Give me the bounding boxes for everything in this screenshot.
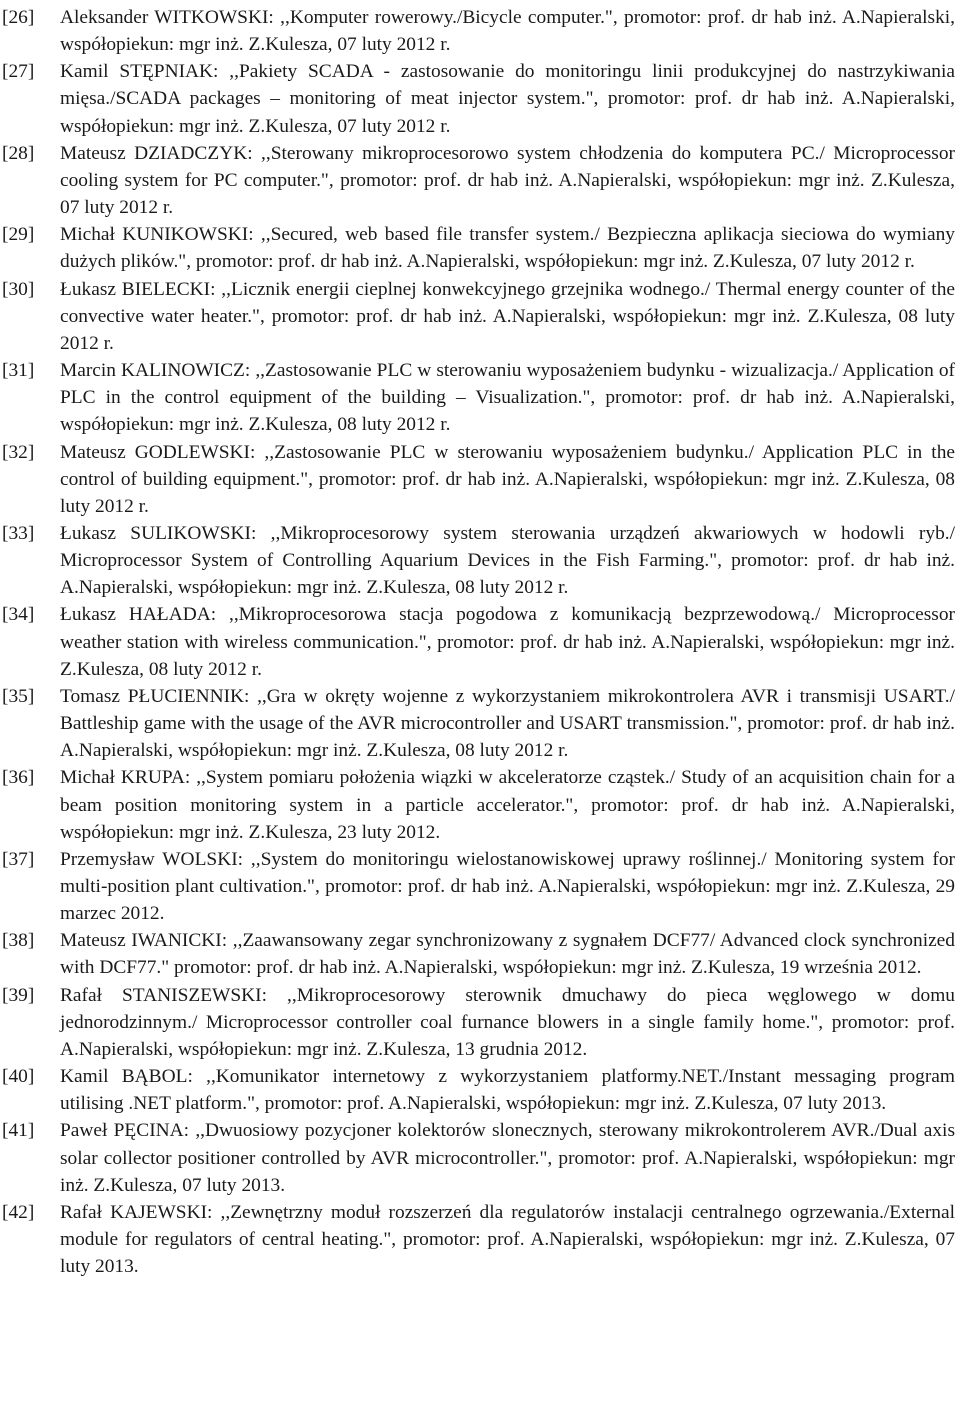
reference-text: Rafał STANISZEWSKI: ,,Mikroprocesorowy sterownik dmuchawy do pieca węglowego w domu jednorodzinnym./ Microprocessor controller coal furnance blowers in a single family home.", promotor: prof. A.Napieralski, współopiekun: mgr inż. Z.Kulesza, 13 grudnia 2012. [60,984,955,1060]
reference-number: [27] [2,61,35,83]
reference-number: [39] [2,984,35,1006]
reference-text: Łukasz HAŁADA: ,,Mikroprocesorowa stacja pogodowa z komunikacją bezprzewodową./ Microprocessor weather station with wireless communication.", promotor: prof. dr hab inż. A.Napieralski, współopiekun: mgr inż. Z.Kulesza, 08 luty 2012 r. [60,604,955,680]
reference-number: [40] [2,1066,35,1088]
reference-entry-36 [2,764,955,845]
reference-entry-30 [2,276,955,357]
reference-text: Łukasz BIELECKI: ,,Licznik energii cieplnej konwekcyjnego grzejnika wodnego./ Thermal energy counter of the convective water heater.", promotor: prof. dr hab inż. A.Napieralski, współopiekun: mgr inż. Z.Kulesza, 08 luty 2012 r. [60,278,955,354]
reference-number: [26] [2,7,35,28]
reference-number: [33] [2,522,35,544]
reference-text: Mateusz DZIADCZYK: ,,Sterowany mikroprocesorowo system chłodzenia do komputera PC./ Microprocessor cooling system for PC computer.", promotor: prof. dr hab inż. A.Napieralski, współopiekun: mgr inż. Z.Kulesza, 07 luty 2012 r. [60,142,955,219]
reference-number: [32] [2,441,35,463]
reference-number: [31] [2,360,35,382]
reference-number: [29] [2,224,35,246]
reference-entry-33 [2,520,955,601]
reference-number: [36] [2,767,35,789]
reference-text: Marcin KALINOWICZ: ,,Zastosowanie PLC w sterowaniu wyposażeniem budynku - wizualizacja./ Application of PLC in the control equipment of the building – Visualization.", promotor: prof. dr hab inż. A.Napieralski, współopiekun: mgr inż. Z.Kulesza, 08 luty 2012 r. [60,360,955,436]
reference-entry-38 [2,927,955,981]
reference-number: [38] [2,930,35,952]
reference-number: [34] [2,604,35,626]
reference-number: [30] [2,278,35,300]
reference-entry-42 [2,1199,955,1280]
reference-text: Łukasz SULIKOWSKI: ,,Mikroprocesorowy system sterowania urządzeń akwariowych w hodowli ryb./ Microprocessor System of Controlling Aquarium Devices in the Fish Farming.", promotor: prof. dr hab inż. A.Napieralski, współopiekun: mgr inż. Z.Kulesza, 08 luty 2012 r. [60,522,955,599]
reference-entry-35 [2,683,955,764]
reference-text: Kamil BĄBOL: ,,Komunikator internetowy z wykorzystaniem platformy.NET./Instant messaging program utilising .NET platform.", promotor: prof. A.Napieralski, współopiekun: mgr inż. Z.Kulesza, 07 luty 2013. [60,1066,955,1115]
reference-text: Przemysław WOLSKI: ,,System do monitoringu wielostanowiskowej uprawy roślinnej./ Monitoring system for multi-position plant cultivation.", promotor: prof. dr hab inż. A.Napieralski, współopiekun: mgr inż. Z.Kulesza, 29 marzec 2012. [60,848,955,925]
reference-entry-29 [2,221,955,275]
reference-text: Aleksander WITKOWSKI: ,,Komputer rowerowy./Bicycle computer.", promotor: prof. dr hab inż. A.Napieralski, współopiekun: mgr inż. Z.Kulesza, 07 luty 2012 r. [60,7,955,56]
reference-text: Paweł PĘCINA: ,,Dwuosiowy pozycjoner kolektorów slonecznych, sterowany mikrokontrolerem AVR./Dual axis solar collector positioner controlled by AVR microcontroller.", promotor: prof. A.Napieralski, współopiekun: mgr inż. Z.Kulesza, 07 luty 2013. [60,1120,955,1196]
reference-number: [37] [2,848,35,870]
reference-entry-34 [2,601,955,682]
reference-text: Mateusz GODLEWSKI: ,,Zastosowanie PLC w sterowaniu wyposażeniem budynku./ Application PLC in the control of building equipment.", promotor: prof. dr hab inż. A.Napieralski, współopiekun: mgr inż. Z.Kulesza, 08 luty 2012 r. [60,441,955,517]
reference-text: Mateusz IWANICKI: ,,Zaawansowany zegar synchronizowany z sygnałem DCF77/ Advanced clock synchronized with DCF77." promotor: prof. dr hab inż. A.Napieralski, współopiekun: mgr inż. Z.Kulesza, 19 września 2012. [60,930,955,979]
reference-entry-28 [2,140,955,221]
reference-text: Michał KRUPA: ,,System pomiaru położenia wiązki w akceleratorze cząstek./ Study of an acquisition chain for a beam position monitoring system in a particle accelerator.", promotor: prof. dr hab inż. A.Napieralski, współopiekun: mgr inż. Z.Kulesza, 23 luty 2012. [60,767,955,843]
reference-entry-37 [2,846,955,927]
reference-number: [35] [2,685,35,707]
reference-number: [28] [2,142,35,164]
reference-text: Tomasz PŁUCIENNIK: ,,Gra w okręty wojenne z wykorzystaniem mikrokontrolera AVR i transmisji USART./ Battleship game with the usage of the AVR microcontroller and USART transmission.", promotor: prof. dr hab inż. A.Napieralski, współopiekun: mgr inż. Z.Kulesza, 08 luty 2012 r. [60,685,955,762]
reference-text: Michał KUNIKOWSKI: ,,Secured, web based file transfer system./ Bezpieczna aplikacja sieciowa do wymiany dużych plików.", promotor: prof. dr hab inż. A.Napieralski, współopiekun: mgr inż. Z.Kulesza, 07 luty 2012 r. [60,224,955,273]
reference-number: [41] [2,1120,35,1142]
reference-entry-32 [2,439,955,520]
reference-entry-26 [2,4,955,58]
reference-entry-41 [2,1117,955,1198]
reference-text: Kamil STĘPNIAK: ,,Pakiety SCADA - zastosowanie do monitoringu linii produkcyjnej do nastrzykiwania mięsa./SCADA packages – monitoring of meat injector system.", promotor: prof. dr hab inż. A.Napieralski, współopiekun: mgr inż. Z.Kulesza, 07 luty 2012 r. [60,61,955,137]
reference-entry-39 [2,982,955,1063]
reference-number: [42] [2,1201,35,1223]
reference-entry-31 [2,357,955,438]
reference-entry-27 [2,58,955,139]
reference-entry-40 [2,1063,955,1117]
reference-text: Rafał KAJEWSKI: ,,Zewnętrzny moduł rozszerzeń dla regulatorów instalacji centralnego ogrzewania./External module for regulators of central heating.", promotor: prof. A.Napieralski, współopiekun: mgr inż. Z.Kulesza, 07 luty 2013. [60,1201,955,1278]
